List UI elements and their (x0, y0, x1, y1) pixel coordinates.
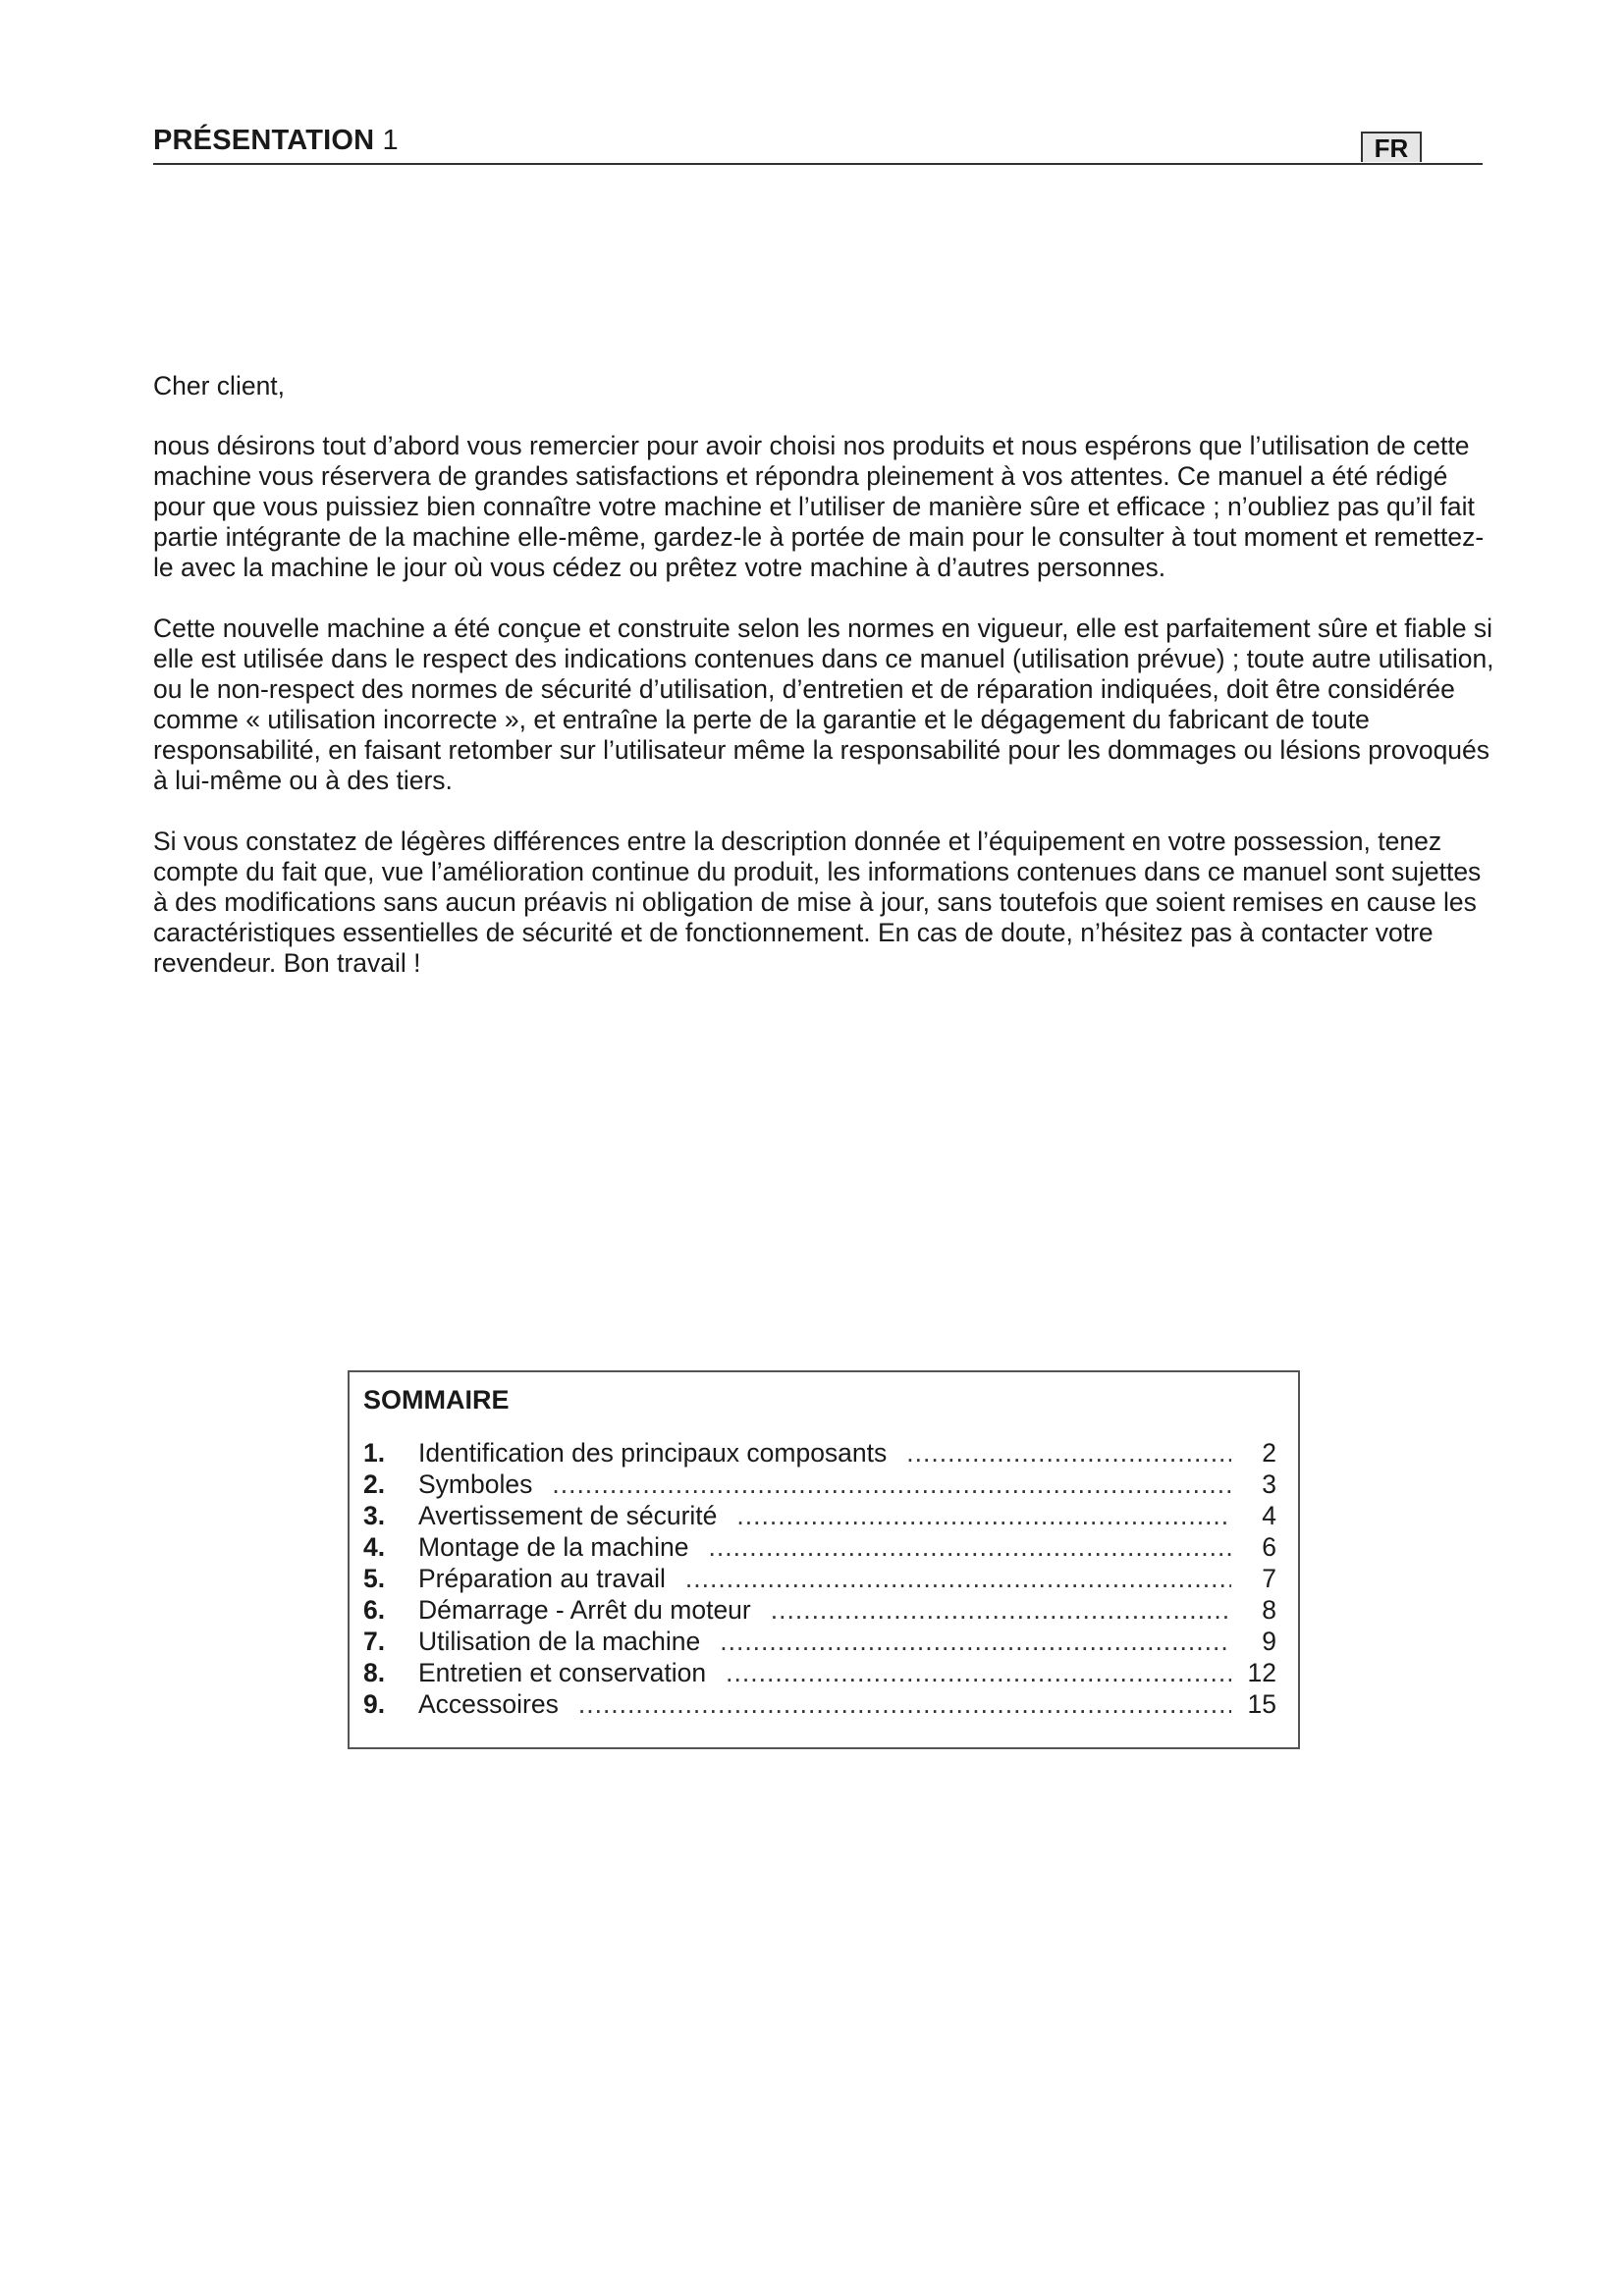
toc-entry-label: Identification des principaux composants (418, 1438, 888, 1468)
toc-dot-leader (578, 1688, 1231, 1720)
page-header (153, 122, 1483, 165)
toc-dot-leader (685, 1563, 1231, 1594)
toc-dot-leader (771, 1594, 1231, 1626)
toc-dot-leader (708, 1531, 1231, 1563)
toc-entry-number: 3. (363, 1501, 386, 1530)
toc-dot-leader (726, 1657, 1231, 1688)
toc-entry[interactable] (363, 1437, 1276, 1468)
toc-entry-label: Accessoires (418, 1689, 559, 1719)
section-title (153, 124, 399, 157)
letter-paragraph: nous désirons tout d’abord vous remercier pour avoir choisi nos produits et nous espérons que l’utilisation de cette machine vous réservera de grandes satisfactions et répondra pleinement à vos attentes. Ce manuel a été rédigé pour que vous puissiez bien connaître votre machine et l’utiliser de manière sûre et efficace ; n’oubliez pas qu’il fait partie intégrante de la machine elle-même, gardez-le à portée de main pour le consulter à tout moment et remettez-le avec la machine le jour où vous cédez ou prêtez votre machine à d’autres personnes. (153, 431, 1485, 582)
toc-dot-leader (736, 1500, 1231, 1531)
toc-dot-leader (720, 1626, 1231, 1657)
toc-entry-number: 1. (363, 1438, 386, 1468)
section-name: PRÉSENTATION (153, 125, 375, 156)
toc-entry[interactable] (363, 1594, 1276, 1626)
toc-entry-label: Utilisation de la machine (418, 1627, 701, 1656)
toc-entry-page: 8 (1262, 1595, 1276, 1625)
toc-entry-label: Avertissement de sécurité (418, 1501, 718, 1530)
toc-entry-page: 12 (1247, 1658, 1276, 1687)
toc-entry-label: Entretien et conservation (418, 1658, 707, 1687)
toc-entry-label: Démarrage - Arrêt du moteur (418, 1595, 751, 1625)
toc-entry-page: 3 (1262, 1469, 1276, 1499)
letter-paragraph: Si vous constatez de légères différences entre la description donnée et l’équipement en votre possession, tenez compte du fait que, vue l’amélioration continue du produit, les informations contenues dans ce manuel sont sujettes à des modifications sans aucun préavis ni obligation de mise à jour, sans toutefois que soient remises en cause les caractéristiques essentielles de sécurité et de fonctionnement. En cas de doute, n’hésitez pas à contacter votre revendeur. Bon travail ! (153, 827, 1482, 978)
toc-entry-label: Symboles (418, 1469, 533, 1499)
toc-entry-label: Montage de la machine (418, 1532, 689, 1562)
toc-entry-page: 4 (1262, 1501, 1276, 1530)
toc-entry[interactable] (363, 1626, 1276, 1657)
toc-entry[interactable] (363, 1688, 1276, 1720)
toc-entry-number: 5. (363, 1564, 386, 1593)
toc-entry-page: 15 (1247, 1689, 1276, 1719)
toc-entry-label: Préparation au travail (418, 1564, 666, 1593)
toc-entry[interactable] (363, 1563, 1276, 1594)
toc-entry-number: 4. (363, 1532, 386, 1562)
toc-entry[interactable] (363, 1468, 1276, 1500)
toc-entry[interactable] (363, 1531, 1276, 1563)
letter-paragraph: Cette nouvelle machine a été conçue et construite selon les normes en vigueur, elle est parfaitement sûre et fiable si elle est utilisée dans le respect des indications contenues dans ce manuel (utilisation prévue) ; toute autre utilisation, ou le non-respect des normes de sécurité d’utilisation, d’entretien et de réparation indiquées, doit être considérée comme « utilisation incorrecte », et entraîne la perte de la garantie et le dégagement du fabricant de toute responsabilité, en faisant retomber sur l’utilisateur même la responsabilité pour les dommages ou lésions provoqués à lui-même ou à des tiers. (153, 614, 1494, 795)
toc-entry-number: 8. (363, 1658, 386, 1687)
toc-entry-page: 7 (1262, 1564, 1276, 1593)
toc-entry[interactable] (363, 1500, 1276, 1531)
toc-entry-number: 7. (363, 1627, 386, 1656)
toc-entry-number: 6. (363, 1595, 386, 1625)
letter-greeting: Cher client, (153, 371, 286, 400)
table-of-contents (348, 1370, 1300, 1749)
toc-title: SOMMAIRE (363, 1385, 510, 1415)
page-number: 1 (382, 125, 399, 156)
toc-entry[interactable] (363, 1657, 1276, 1688)
toc-entry-number: 2. (363, 1469, 386, 1499)
language-badge: FR (1361, 132, 1422, 162)
welcome-letter (153, 371, 1500, 1009)
toc-dot-leader (552, 1468, 1231, 1500)
toc-entry-page: 6 (1262, 1532, 1276, 1562)
toc-entry-page: 2 (1262, 1438, 1276, 1468)
toc-dot-leader (906, 1437, 1231, 1468)
toc-entry-page: 9 (1262, 1627, 1276, 1656)
toc-entry-number: 9. (363, 1689, 386, 1719)
